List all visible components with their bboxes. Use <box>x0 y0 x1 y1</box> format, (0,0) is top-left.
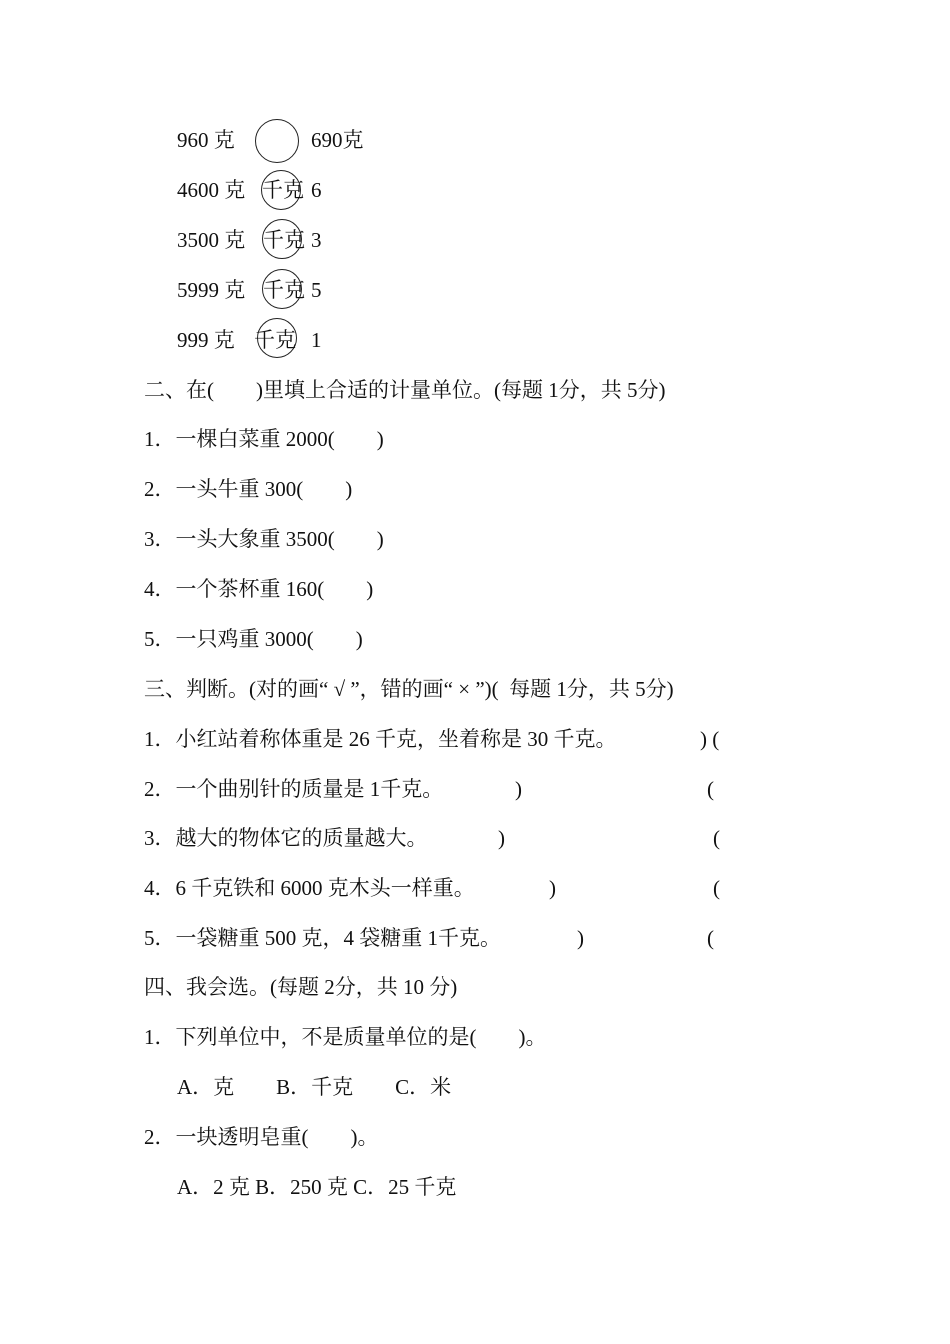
section3-item-1: 1．小红站着称体重是 26 千克，坐着称是 30 千克。 <box>144 727 617 751</box>
section4-question-2: 2．一块透明皂重( )。 <box>144 1125 379 1149</box>
compare-right-4: 5 <box>311 278 322 302</box>
compare-left-4: 5999 克 <box>177 278 246 302</box>
compare-unit-4: 千克 <box>263 278 305 302</box>
section3-item-3-close: ) <box>498 826 505 850</box>
section3-item-1-parens: ) ( <box>700 727 720 751</box>
section4-question-1: 1．下列单位中，不是质量单位的是( )。 <box>144 1025 547 1049</box>
section3-item-2: 2．一个曲别针的质量是 1千克。 <box>144 777 444 801</box>
section2-heading: 二、在( )里填上合适的计量单位。(每题 1分，共 5分) <box>144 378 666 402</box>
compare-right-1: 690克 <box>311 128 364 152</box>
section3-item-5-close: ) <box>577 926 584 950</box>
section3-item-5: 5．一袋糖重 500 克，4 袋糖重 1千克。 <box>144 926 501 950</box>
section3-item-2-close: ) <box>515 777 522 801</box>
section4-heading: 四、我会选。(每题 2分，共 10 分) <box>144 975 458 999</box>
compare-unit-2: 千克 <box>262 178 304 202</box>
compare-right-2: 6 <box>311 178 322 202</box>
section2-item-1: 1．一棵白菜重 2000( ) <box>144 427 384 451</box>
compare-left-2: 4600 克 <box>177 178 246 202</box>
compare-left-5: 999 克 <box>177 328 235 352</box>
compare-right-5: 1 <box>311 328 322 352</box>
section4-question-2-options: A．2 克 B．250 克 C．25 千克 <box>177 1175 457 1199</box>
section2-item-2: 2．一头牛重 300( ) <box>144 477 353 501</box>
section3-item-3-open: ( <box>713 826 720 850</box>
compare-circle-1[interactable] <box>255 119 299 163</box>
section4-question-1-options: A．克 B．千克 C．米 <box>177 1075 452 1099</box>
section2-item-4: 4．一个茶杯重 160( ) <box>144 577 374 601</box>
section3-heading: 三、判断。(对的画“ √ ”，错的画“ × ”)( 每题 1分，共 5分) <box>144 677 674 701</box>
section3-item-2-open: ( <box>707 777 714 801</box>
compare-unit-5: 千克 <box>254 328 296 352</box>
section3-item-4: 4．6 千克铁和 6000 克木头一样重。 <box>144 876 475 900</box>
section2-item-5: 5．一只鸡重 3000( ) <box>144 627 363 651</box>
section3-item-3: 3．越大的物体它的质量越大。 <box>144 826 428 850</box>
compare-right-3: 3 <box>311 228 322 252</box>
compare-left-1: 960 克 <box>177 128 235 152</box>
section3-item-4-close: ) <box>549 876 556 900</box>
compare-unit-3: 千克 <box>263 228 305 252</box>
section3-item-5-open: ( <box>707 926 714 950</box>
section3-item-4-open: ( <box>713 876 720 900</box>
compare-left-3: 3500 克 <box>177 228 246 252</box>
section2-item-3: 3．一头大象重 3500( ) <box>144 527 384 551</box>
